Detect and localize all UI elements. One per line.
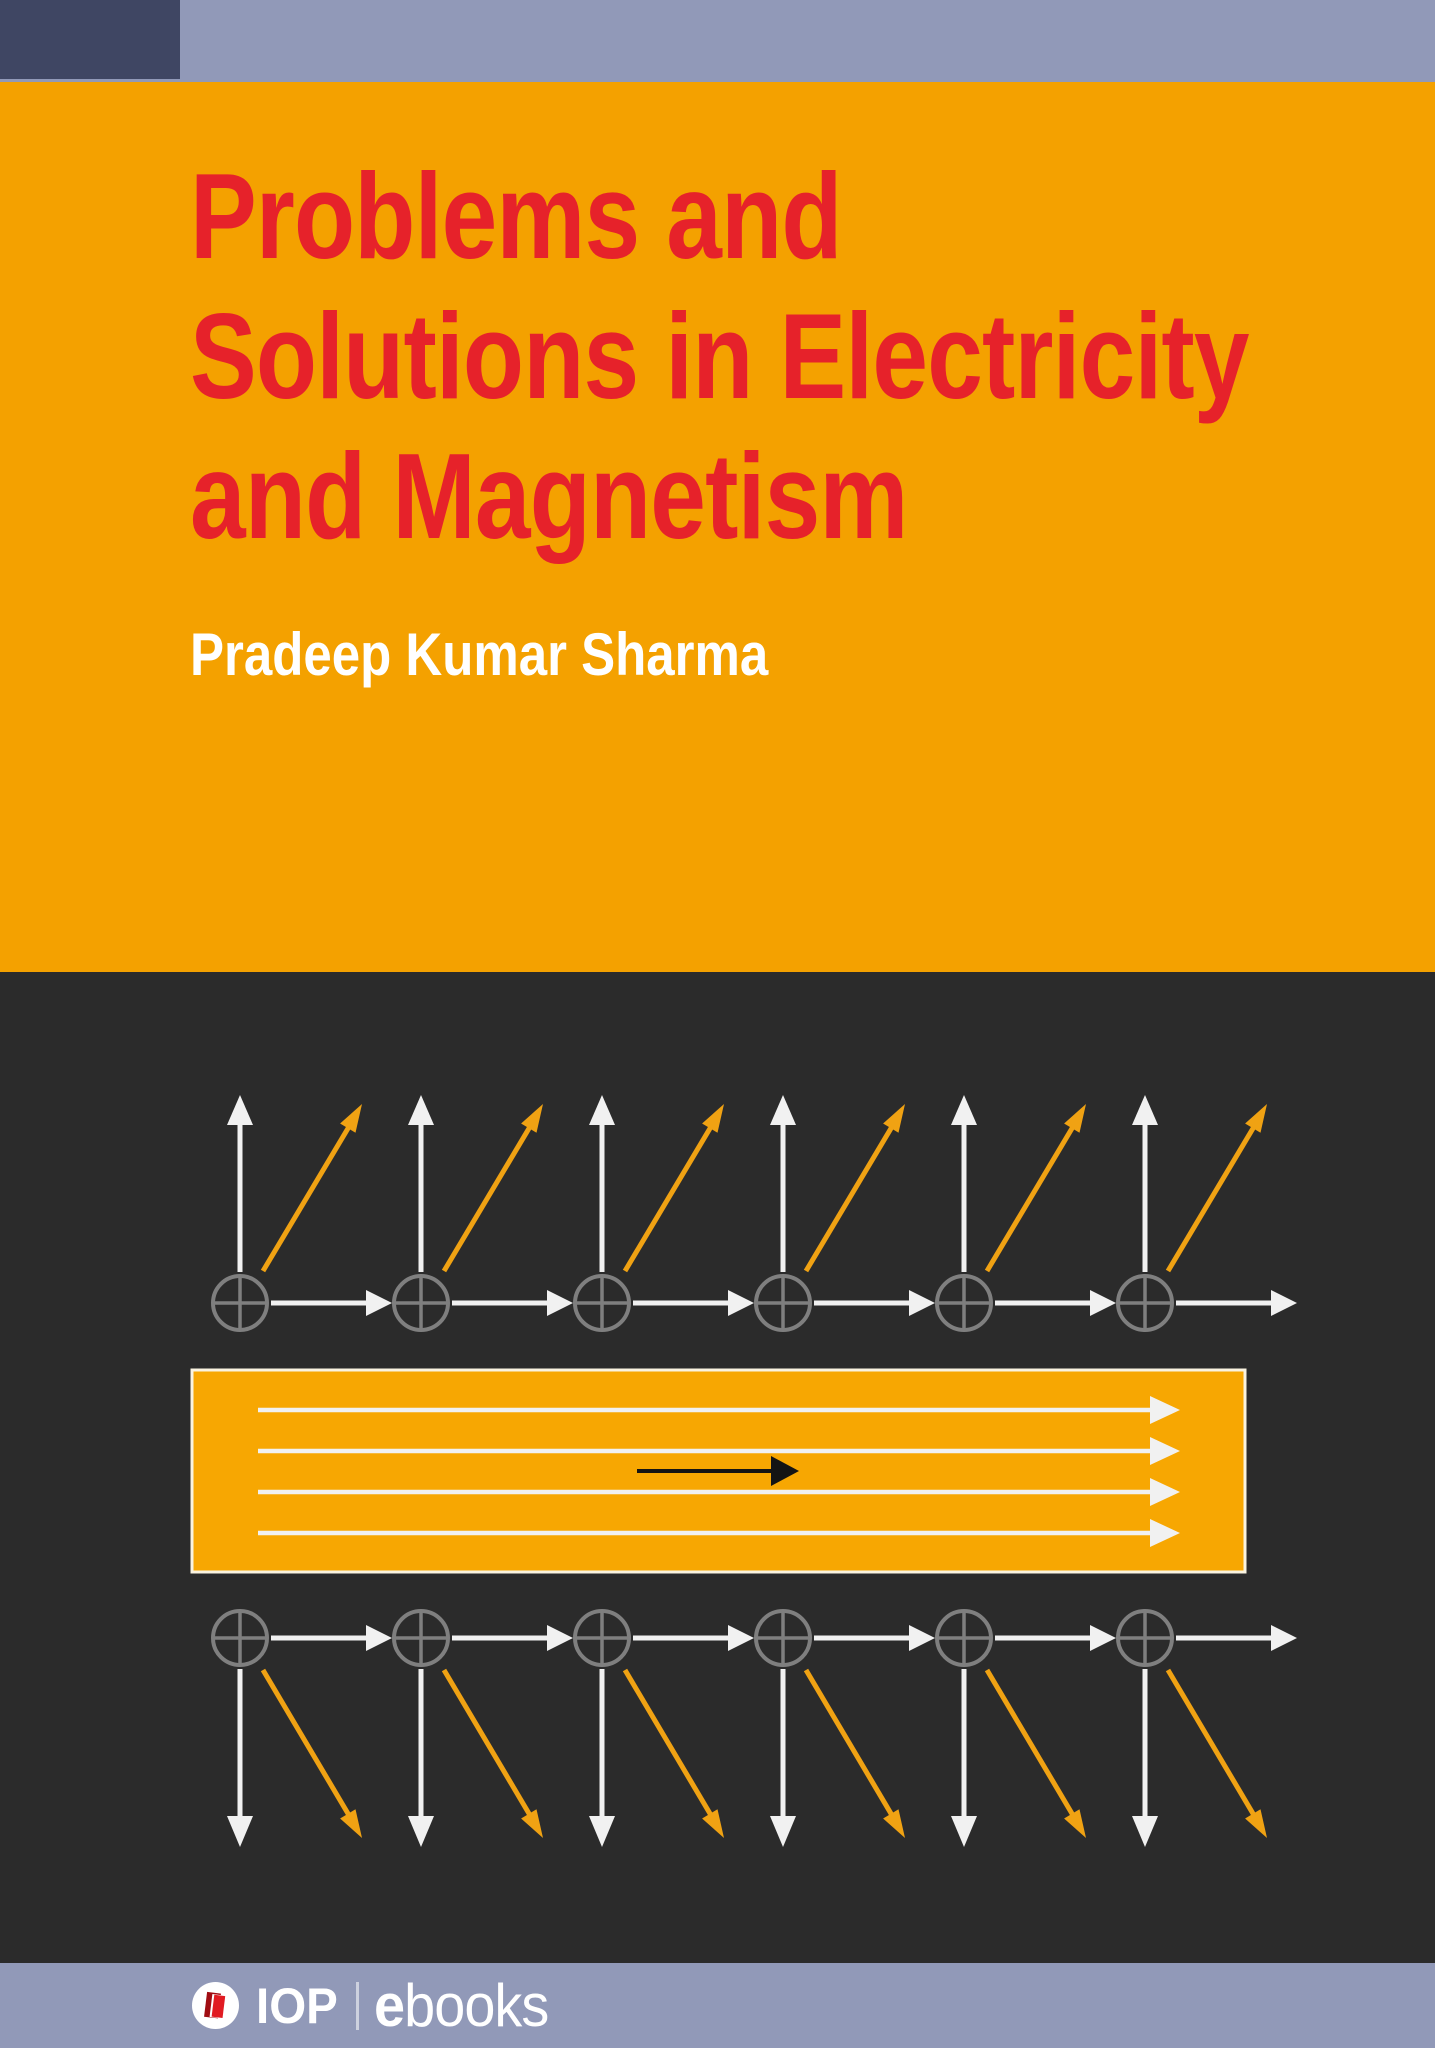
- field-diagram-section: [0, 972, 1435, 1963]
- cover-front: [0, 82, 1435, 972]
- field-arrows-top-row: [213, 1095, 1297, 1330]
- book-title: [190, 146, 1249, 566]
- title-line-1: Problems and: [190, 148, 842, 284]
- current-into-page-icon: [213, 1611, 392, 1847]
- iop-book-icon: [192, 1982, 239, 2029]
- title-line-2: Solutions in Electricity: [190, 288, 1249, 424]
- magnetic-field-diagram: [0, 972, 1435, 1963]
- publisher-bar: [0, 1963, 1435, 2048]
- current-into-page-icon: [756, 1611, 935, 1847]
- current-into-page-icon: [394, 1611, 573, 1847]
- title-line-3: and Magnetism: [190, 428, 908, 564]
- publisher-product-prefix: e: [374, 1971, 405, 2039]
- spine-accent-block: [0, 0, 180, 79]
- current-into-page-icon: [756, 1095, 935, 1330]
- publisher-product-rest: books: [404, 1971, 549, 2039]
- current-into-page-icon: [575, 1095, 754, 1330]
- current-into-page-icon: [575, 1611, 754, 1847]
- top-band: [0, 0, 1435, 82]
- field-arrows-bottom-row: [213, 1611, 1297, 1847]
- current-sheet: [192, 1370, 1245, 1572]
- publisher-brand: IOP: [256, 1977, 338, 2034]
- logo-divider: [356, 1982, 359, 2030]
- current-into-page-icon: [1118, 1095, 1297, 1330]
- publisher-product: [374, 1971, 549, 2039]
- current-into-page-icon: [1118, 1611, 1297, 1847]
- current-into-page-icon: [937, 1611, 1116, 1847]
- current-into-page-icon: [937, 1095, 1116, 1330]
- current-into-page-icon: [394, 1095, 573, 1330]
- author-name: Pradeep Kumar Sharma: [190, 621, 769, 688]
- current-into-page-icon: [213, 1095, 392, 1330]
